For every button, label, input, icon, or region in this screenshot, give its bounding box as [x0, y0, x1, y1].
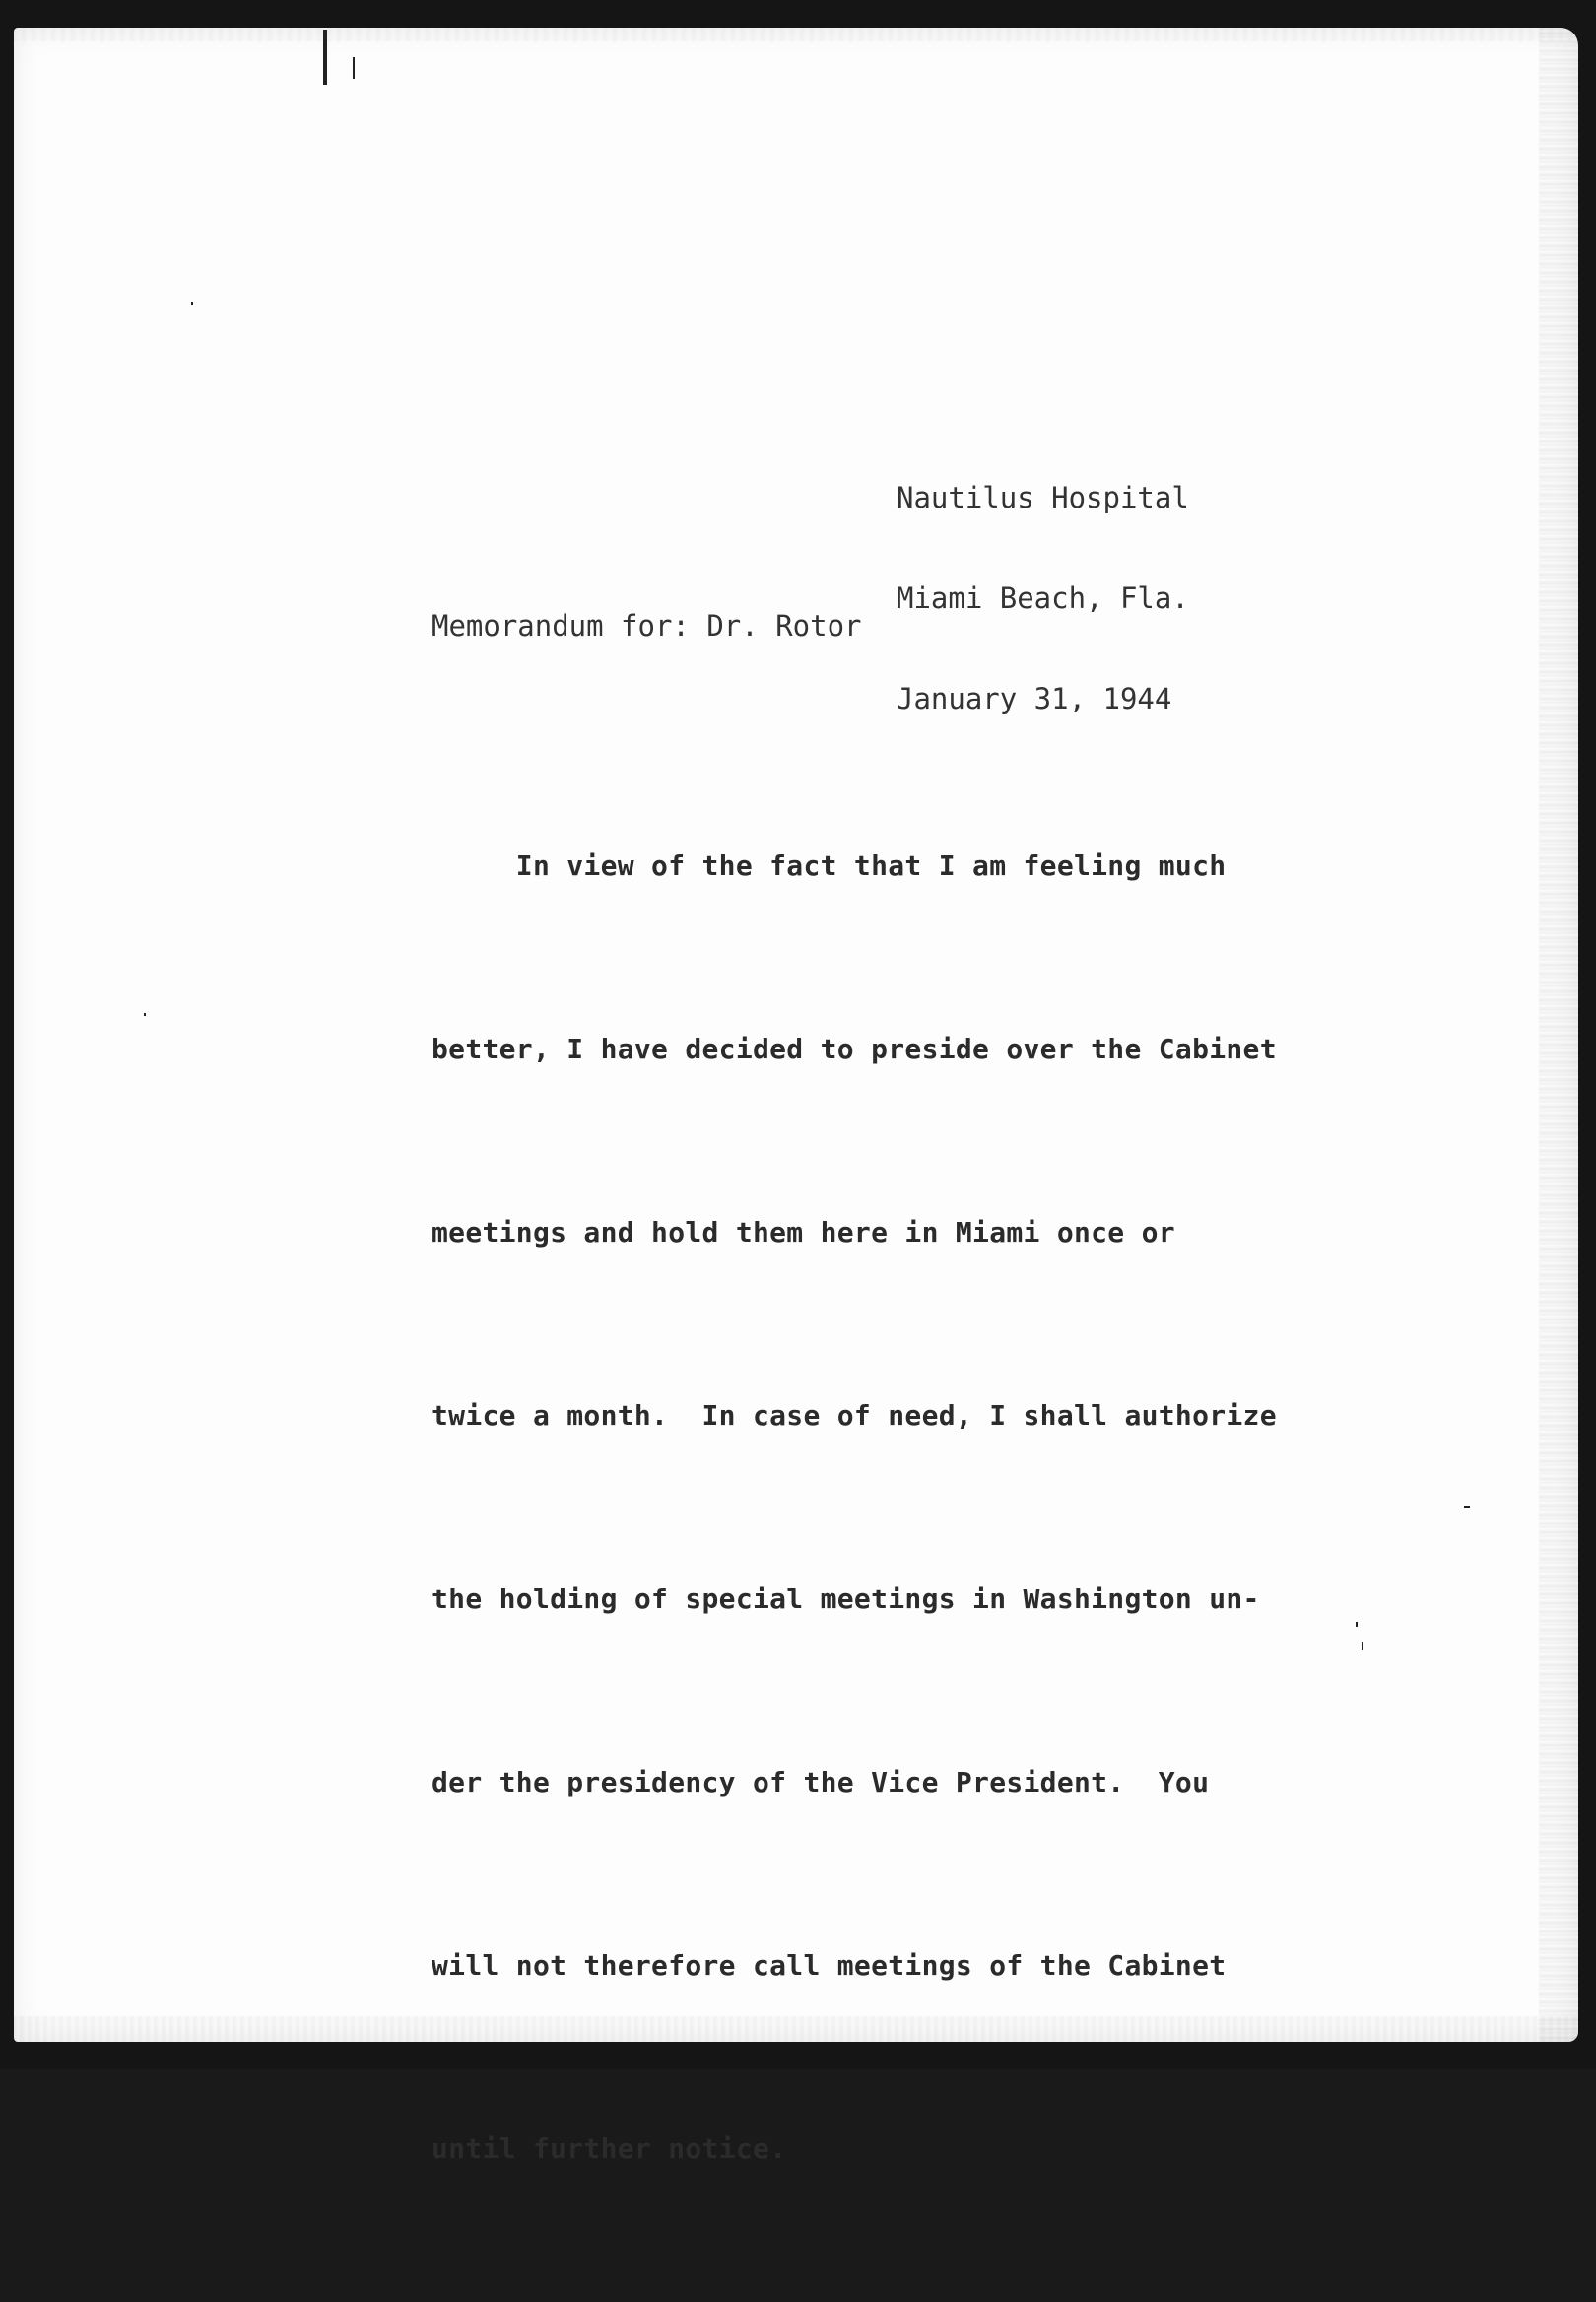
- scan-edge-right: [1539, 28, 1578, 2042]
- scan-edge-top: [14, 28, 1578, 41]
- body-line-1: In view of the fact that I am feeling much: [432, 849, 1227, 882]
- body-line-6: der the presidency of the Vice President. You: [432, 1766, 1210, 1798]
- memo-body: [432, 713, 1277, 2302]
- body-line-2: better, I have decided to preside over the Cabinet: [432, 1033, 1277, 1065]
- speck: [144, 1013, 146, 1016]
- letterhead-line-2: Miami Beach, Fla.: [897, 581, 1189, 615]
- speck: [191, 302, 193, 305]
- letterhead-line-3: January 31, 1944: [897, 682, 1172, 715]
- body-line-8: until further notice.: [432, 2133, 787, 2165]
- memo-addressee: Memorandum for: Dr. Rotor: [432, 609, 862, 643]
- staple-mark-thin: [353, 57, 355, 79]
- body-line-4: twice a month. In case of need, I shall authorize: [432, 1399, 1277, 1432]
- staple-mark: [323, 30, 327, 85]
- body-line-3: meetings and hold them here in Miami once or: [432, 1216, 1175, 1249]
- speck: [1356, 1622, 1358, 1627]
- body-line-5: the holding of special meetings in Washington un-: [432, 1583, 1260, 1615]
- body-line-7: will not therefore call meetings of the Cabinet: [432, 1949, 1227, 1982]
- speck: [1362, 1642, 1363, 1650]
- letterhead-line-1: Nautilus Hospital: [897, 481, 1189, 514]
- document-page: [14, 28, 1578, 2165]
- speck: [1464, 1506, 1470, 1508]
